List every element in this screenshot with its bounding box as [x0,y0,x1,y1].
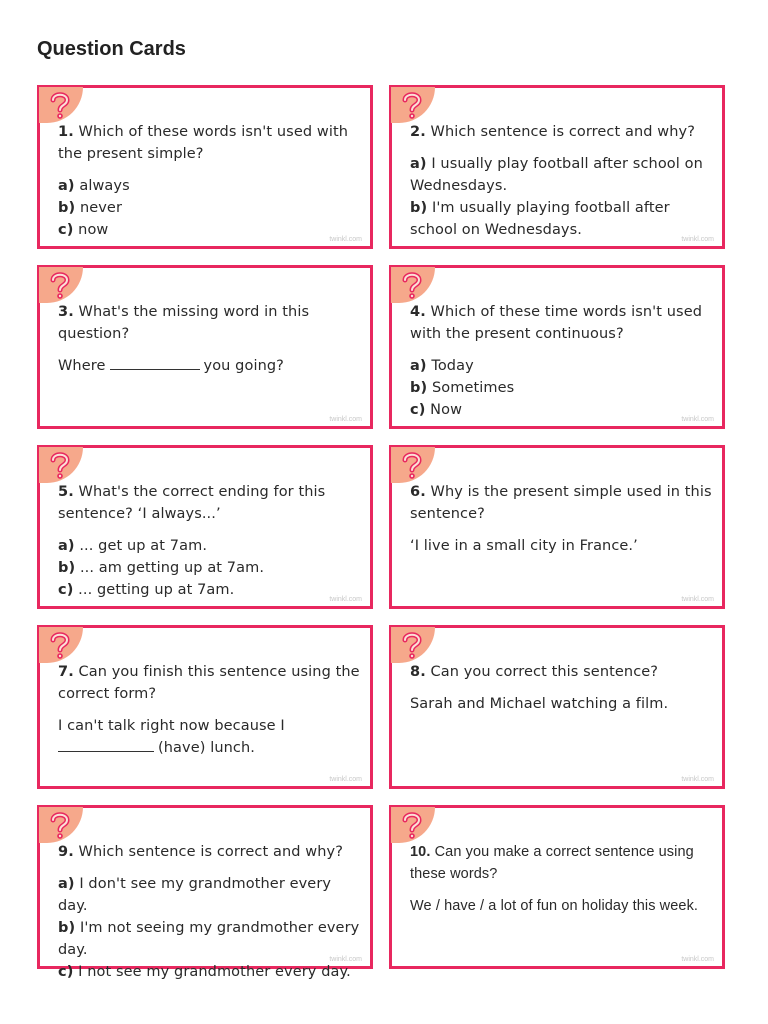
question-number: 2. [410,124,426,140]
badge [391,447,435,483]
question-text: What's the correct ending for this sentence? ‘I always...’ [58,484,326,522]
question-text: What's the missing word in this question? [58,304,310,342]
question-card-4 [389,265,725,429]
option-c: c) now [58,222,109,238]
question-number: 5. [58,484,74,500]
question-card-2 [389,85,725,249]
sentence-line-2: (have) lunch. [58,737,362,759]
question-mark-icon [47,90,73,120]
question-card-9 [37,805,373,980]
badge [391,87,435,123]
question-mark-icon [399,630,425,660]
question-number: 6. [410,484,426,500]
question-number: 3. [58,304,74,320]
question-text: Can you make a correct sentence using these words? [410,844,694,882]
sentence-line: ‘I live in a small city in France.’ [410,538,638,554]
badge [391,267,435,303]
badge [39,447,83,483]
badge [391,807,435,843]
question-card-8 [389,625,725,789]
question-mark-icon [399,270,425,300]
watermark: twinkl.com [681,236,714,243]
option-b: b) I'm not seeing my grandmother every day. [58,920,360,958]
question-number: 7. [58,664,74,680]
question-text: Can you correct this sentence? [430,664,659,680]
question-number: 10. [410,844,431,860]
watermark: twinkl.com [681,416,714,423]
badge [39,807,83,843]
option-a: a) ... get up at 7am. [58,538,208,554]
question-text: Which of these time words isn't used with the present continuous? [410,304,703,342]
option-b: b) I'm usually playing football after school on Wednesdays. [410,200,670,238]
sentence-line: I can't talk right now because I [58,718,285,734]
question-mark-icon [399,90,425,120]
blank-line [58,737,154,752]
question-card-6 [389,445,725,609]
sentence-line: Sarah and Michael watching a film. [410,696,669,712]
question-mark-icon [47,450,73,480]
question-mark-icon [47,630,73,660]
question-mark-icon [399,450,425,480]
question-card-5 [37,445,373,609]
option-c: c) ... getting up at 7am. [58,582,235,598]
question-number: 4. [410,304,426,320]
question-mark-icon [47,270,73,300]
question-card-10 [389,805,725,969]
badge [39,87,83,123]
option-c: c) Now [410,402,463,418]
question-number: 9. [58,844,74,860]
question-text: Which of these words isn't used with the present simple? [58,124,349,162]
watermark: twinkl.com [329,596,362,603]
watermark: twinkl.com [681,956,714,963]
option-b: b) never [58,200,123,216]
question-number: 1. [58,124,74,140]
question-number: 8. [410,664,426,680]
question-card-7 [37,625,373,789]
watermark: twinkl.com [329,416,362,423]
option-b: b) Sometimes [410,380,515,396]
watermark: twinkl.com [681,776,714,783]
page-title: Question Cards [37,38,186,60]
watermark: twinkl.com [329,956,362,963]
sentence-line: Where you going? [58,355,362,377]
question-mark-icon [399,810,425,840]
question-text: Can you finish this sentence using the correct form? [58,664,360,702]
option-a: a) I usually play football after school on Wednesdays. [410,156,703,194]
watermark: twinkl.com [329,236,362,243]
question-text: Why is the present simple used in this sentence? [410,484,712,522]
badge [39,627,83,663]
question-text: Which sentence is correct and why? [78,844,344,860]
sentence-line: We / have / a lot of fun on holiday this week. [410,898,699,914]
option-a: a) Today [410,358,474,374]
option-a: a) I don't see my grandmother every day. [58,876,332,914]
badge [39,267,83,303]
question-text: Which sentence is correct and why? [430,124,696,140]
badge [391,627,435,663]
option-b: b) ... am getting up at 7am. [58,560,265,576]
watermark: twinkl.com [681,596,714,603]
option-c: c) I not see my grandmother every day. [58,964,351,980]
question-mark-icon [47,810,73,840]
option-a: a) always [58,178,130,194]
question-card-3 [37,265,373,429]
blank-line [110,355,200,370]
watermark: twinkl.com [329,776,362,783]
question-card-1 [37,85,373,249]
